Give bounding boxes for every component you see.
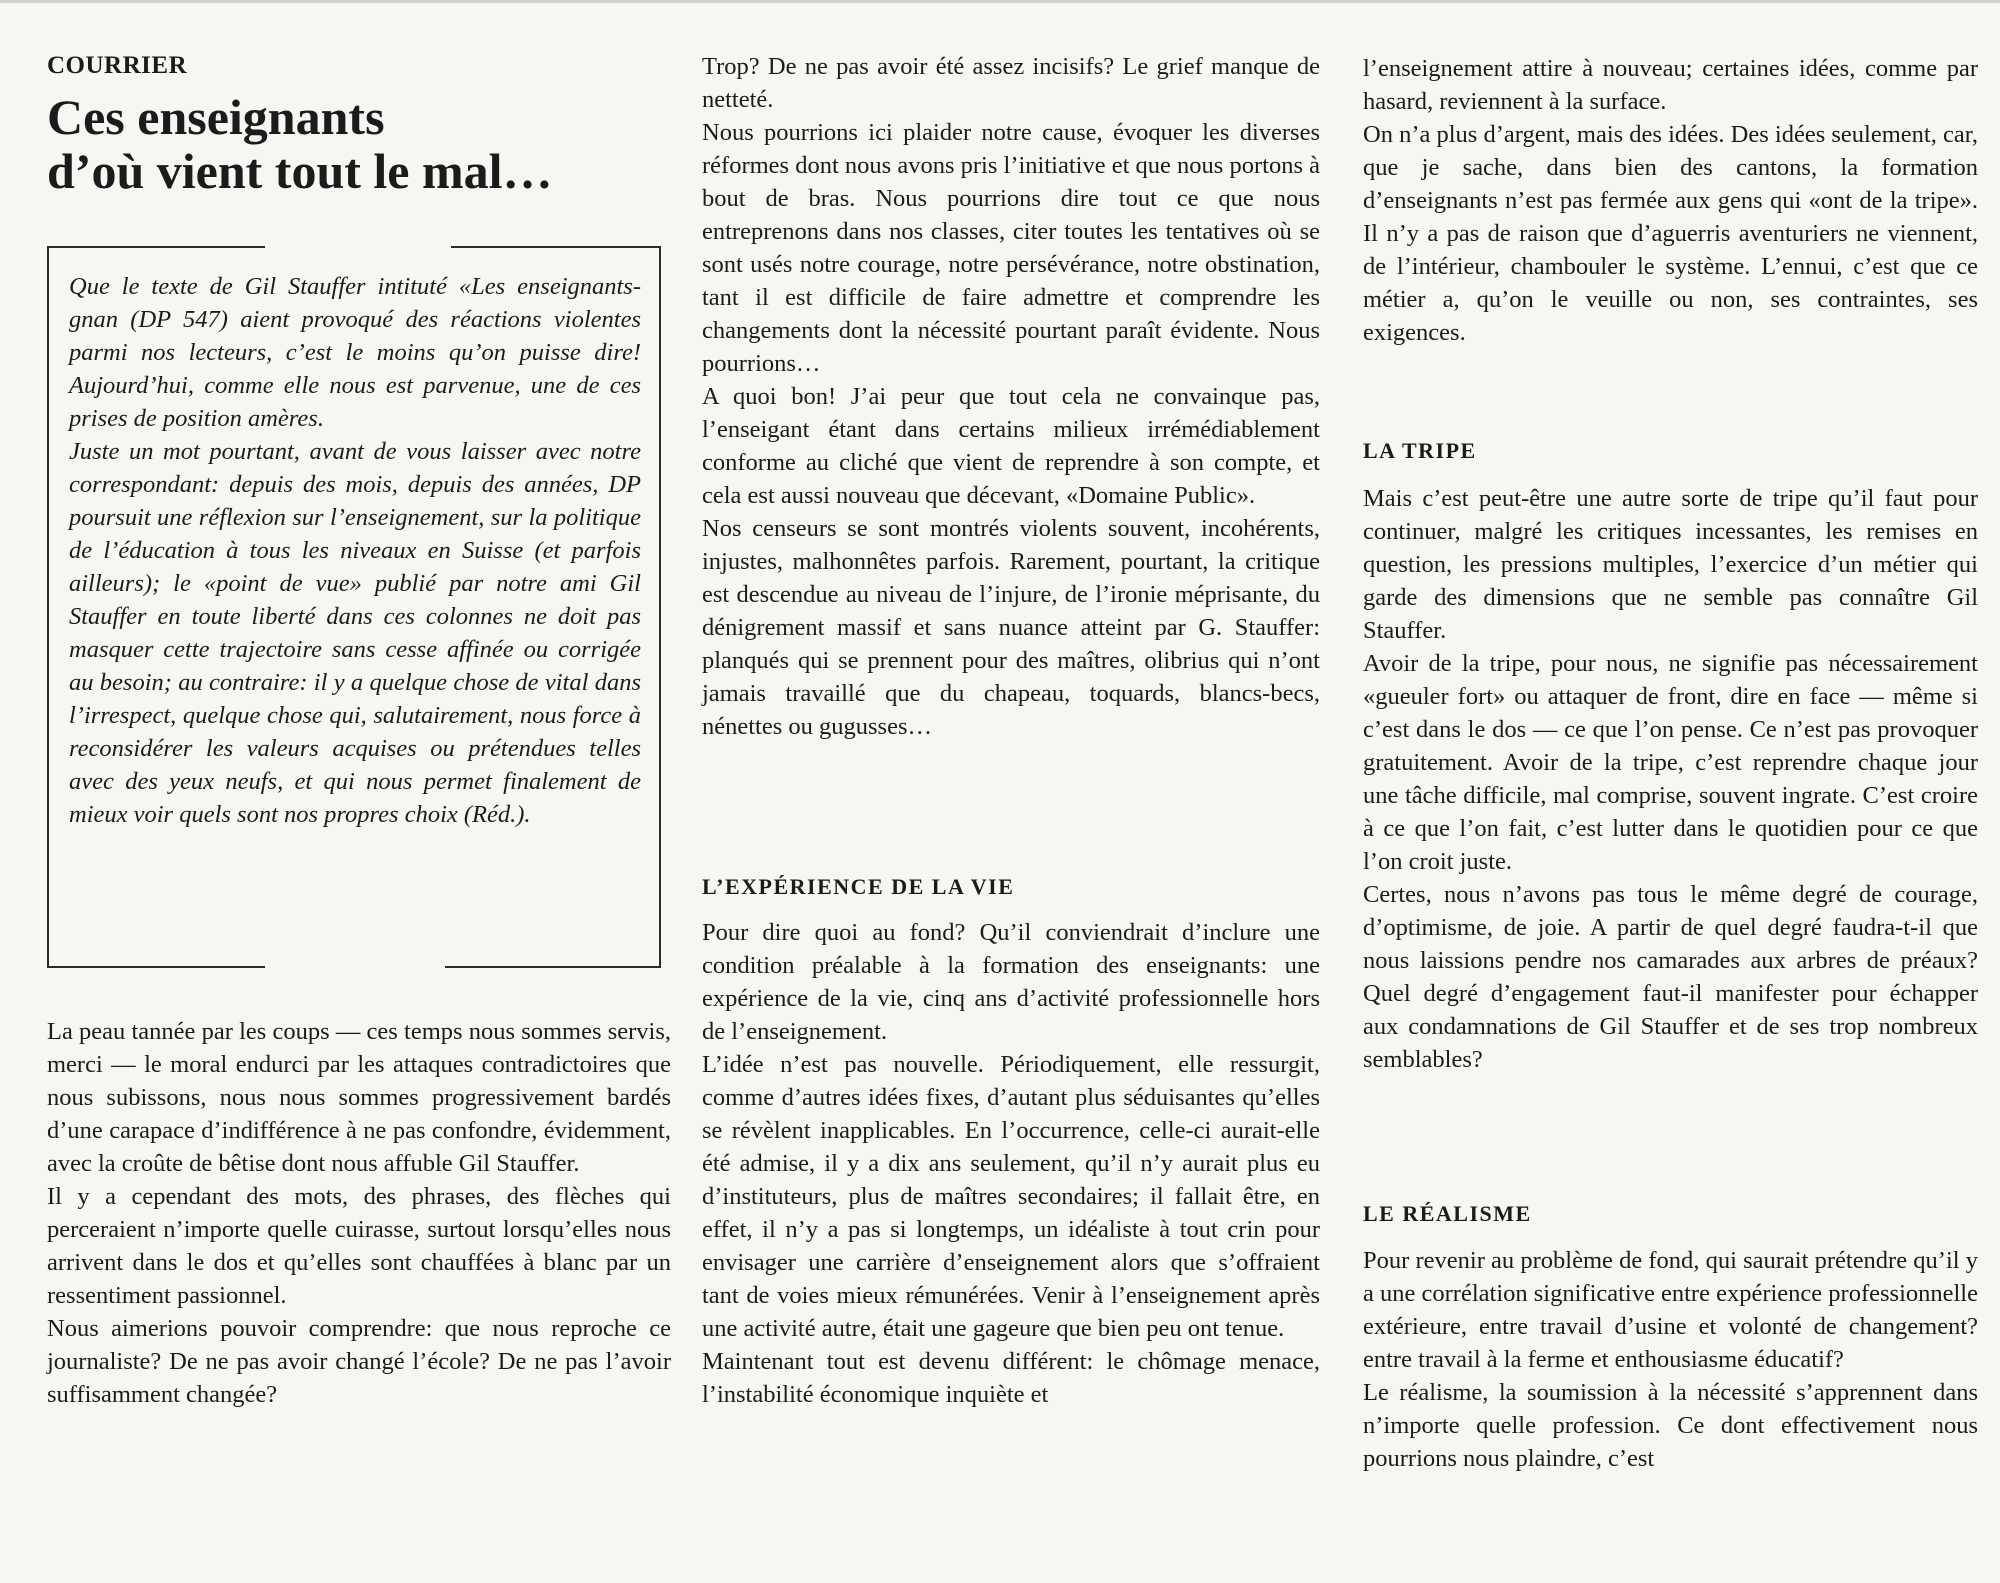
body-paragraph: Nos censeurs se sont montrés violents souvent, incohérents, injustes, malhonnêtes parfois. Rarement, pourtant, la critique est descendue au niveau de l’injure, de l’ironie méprisante, du dénigrement massif et sans nuance atteint par G. Stauffer: planqués qui se prennent pour des maîtres, olibrius qui n’ont jamais travaillé que du chapeau, toquards, blancs-becs, nénettes ou gugusses… bbox=[702, 515, 1320, 740]
body-paragraph: Nous aimerions pouvoir comprendre: que nous reproche ce journaliste? De ne pas avoir changé l’école? De ne pas l’avoir suffisamment changée? bbox=[47, 1315, 671, 1408]
body-paragraph: On n’a plus d’argent, mais des idées. Des idées seulement, car, que je sache, dans bien des cantons, la formation d’enseignants n’est pas fermée aux gens qui «ont de la tripe». Il n’y a pas de raison que d’aguerris aventuriers ne viennent, de l’intérieur, chambouler le système. L’ennui, c’est que ce métier a, qu’on le veuille ou non, ses contraintes, ses exigences. bbox=[1363, 121, 1978, 346]
subheading-text: LE RÉALISME bbox=[1363, 1201, 1532, 1226]
body-paragraph: Mais c’est peut-être une autre sorte de tripe qu’il faut pour continuer, malgré les critiques incessantes, les remises en question, les pressions multiples, l’exercice d’un métier qui garde des dimensions que ne semble pas connaître Gil Stauffer. bbox=[1363, 485, 1978, 644]
body-paragraph: Trop? De ne pas avoir été assez incisifs? Le grief manque de netteté. bbox=[702, 53, 1320, 113]
title-line-2: d’où vient tout le mal… bbox=[47, 143, 553, 199]
column-3-body-middle bbox=[1363, 482, 1978, 1076]
subheading-text: L’EXPÉRIENCE DE LA VIE bbox=[702, 874, 1015, 899]
body-paragraph: Certes, nous n’avons pas tous le même degré de courage, d’optimisme, de joie. A partir de quel degré faudra-t-il que nous laissions pendre nos camarades aux arbres de préaux? Quel degré d’engagement faut-il manifester pour échapper aux condamnations de Gil Stauffer et de ses trop nombreux semblables? bbox=[1363, 881, 1978, 1073]
body-paragraph: La peau tannée par les coups — ces temps nous sommes servis, merci — le moral endurci par les attaques contradictoires que nous subissons, nous nous sommes progressivement bardés d’une carapace d’indifférence à ne pas confondre, évidemment, avec la croûte de bêtise dont nous affuble Gil Stauffer. bbox=[47, 1018, 671, 1177]
column-2-body-top bbox=[702, 50, 1320, 743]
body-paragraph: Pour revenir au problème de fond, qui saurait prétendre qu’il y a une corrélation significative entre expérience professionnelle extérieure, entre travail d’usine et volonté de changement? entre travail à la ferme et enthousiasme éducatif? bbox=[1363, 1247, 1978, 1373]
body-paragraph: Pour dire quoi au fond? Qu’il conviendrait d’inclure une condition préalable à la formation des enseignants: une expérience de la vie, cinq ans d’activité professionnelle hors de l’enseignement. bbox=[702, 919, 1320, 1045]
subheading-realisme bbox=[1363, 1201, 1978, 1227]
editor-note-box bbox=[47, 246, 661, 968]
column-2-body-bottom bbox=[702, 916, 1320, 1411]
editor-note-paragraph: Juste un mot pourtant, avant de vous laisser avec notre correspondant: depuis des mois, depuis des années, DP poursuit une réflexion sur l’enseignement, sur la politique de l’éducation à tous les niveaux en Suisse (et parfois ailleurs); le «point de vue» publié par notre ami Gil Stauffer en toute liberté dans ces colonnes ne doit pas masquer cette trajectoire sans cesse affinée ou corrigée au besoin; au contraire: il y a quelque chose de vital dans l’irrespect, quelque chose qui, salutairement, nous force à reconsidérer les valeurs acquises ou prétendues telles avec des yeux neufs, et qui nous permet finalement de mieux voir quels sont nos propres choix (Réd.). bbox=[69, 438, 641, 828]
column-3-body-top bbox=[1363, 52, 1978, 349]
subheading-text: LA TRIPE bbox=[1363, 438, 1477, 463]
section-label: COURRIER bbox=[47, 52, 188, 79]
article-title bbox=[47, 90, 553, 198]
box-border-gap bbox=[265, 964, 445, 970]
body-paragraph: Maintenant tout est devenu différent: le chômage menace, l’instabilité économique inquiète et bbox=[702, 1348, 1320, 1408]
body-paragraph: Il y a cependant des mots, des phrases, des flèches qui perceraient n’importe quelle cuirasse, surtout lorsqu’elles nous arrivent dans le dos et qu’elles sont chauffées à blanc par un ressentiment passionnel. bbox=[47, 1183, 671, 1309]
editor-note-paragraph: Que le texte de Gil Stauffer intituté «Les enseignants-gnan (DP 547) aient provoqué des réactions violentes parmi nos lecteurs, c’est le moins qu’on puisse dire! Aujourd’hui, comme elle nous est parvenue, une de ces prises de position amères. bbox=[69, 273, 641, 432]
body-paragraph: Avoir de la tripe, pour nous, ne signifie pas nécessairement «gueuler fort» ou attaquer de front, dire en face — même si c’est dans le dos — ce que l’on pense. Ce n’est pas provoquer gratuitement. Avoir de la tripe, c’est reprendre chaque jour une tâche difficile, mal comprise, souvent ingrate. C’est croire à ce que l’on fait, c’est lutter dans le quotidien pour ce que l’on croit juste. bbox=[1363, 650, 1978, 875]
subheading-tripe bbox=[1363, 438, 1978, 464]
title-line-1: Ces enseignants bbox=[47, 89, 385, 145]
column-3-body-bottom bbox=[1363, 1244, 1978, 1475]
subheading-experience bbox=[702, 874, 1320, 900]
body-paragraph: Nous pourrions ici plaider notre cause, évoquer les diverses réformes dont nous avons pris l’initiative et que nous portons à bout de bras. Nous pourrions dire tout ce que nous entreprenons dans nos classes, citer toutes les tentatives où se sont usés notre courage, notre persévérance, notre obstination, tant il est difficile de faire admettre et comprendre les changements dont la nécessité pourtant paraît évidente. Nous pourrions… bbox=[702, 119, 1320, 377]
body-paragraph: l’enseignement attire à nouveau; certaines idées, comme par hasard, reviennent à la surface. bbox=[1363, 55, 1978, 115]
body-paragraph: A quoi bon! J’ai peur que tout cela ne convainque pas, l’enseigant étant dans certains milieux irrémédiablement conforme au cliché que vient de reprendre à son compte, et cela est aussi nouveau que décevant, «Domaine Public». bbox=[702, 383, 1320, 509]
column-1-body bbox=[47, 1015, 671, 1411]
body-paragraph: L’idée n’est pas nouvelle. Périodiquement, elle ressurgit, comme d’autres idées fixes, d’autant plus séduisantes qu’elles se révèlent inapplicables. En l’occurrence, celle-ci aurait-elle été admise, il y a dix ans seulement, qu’il n’y aurait plus eu d’instituteurs, plus de maîtres secondaires; il fallait être, en effet, il n’y a pas si longtemps, un idéaliste à tout crin pour envisager une carrière d’enseignement alors que s’offraient tant de voies mieux rémunérées. Venir à l’enseignement après une activité autre, était une gageure que bien peu ont tenue. bbox=[702, 1051, 1320, 1342]
scan-top-edge bbox=[0, 0, 2000, 3]
body-paragraph: Le réalisme, la soumission à la nécessité s’apprennent dans n’importe quelle profession. Ce dont effectivement nous pourrions nous plaindre, c’est bbox=[1363, 1379, 1978, 1472]
box-border-gap bbox=[265, 244, 451, 250]
